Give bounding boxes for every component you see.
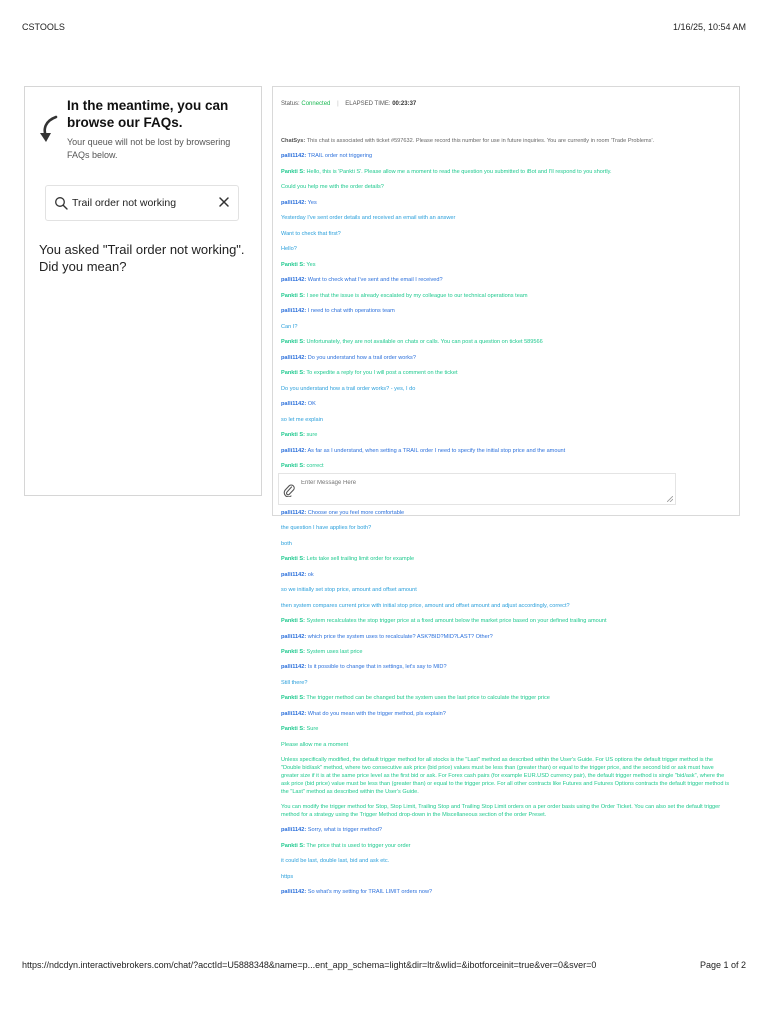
- message-sender: Pankti S:: [281, 648, 305, 655]
- message-text: Unless specifically modified, the default trigger method for all stocks is the "Last" method as described within the User's Guide. For US options the default trigger method is the "Double bid/ask" method, where two consecutive ask price (bid price) values must be less than (greater than) or equal to the trigger price, and the second bid or ask must have greater size if it is at the same price level as the first bid or ask. For Forex cash pairs (for example EUR.USD currency pair), the default trigger method is single "bid/ask", where the ask price (bid price) value must be less than (greater than) or equal to the trigger price. For all other contracts like Futures and Futures Options contracts the default trigger method is the "Last" method as described within the User's Guide.: [281, 757, 730, 795]
- message-text: Yes: [307, 199, 317, 206]
- message-text: which price the system uses to recalculate? ASK?BID?MID?LAST? Other?: [307, 633, 493, 640]
- chat-message: [281, 355, 731, 363]
- message-text: System recalculates the stop trigger price at a fixed amount below the market price based on your defined trailing amount: [306, 618, 607, 625]
- message-text: OK: [307, 401, 316, 408]
- chat-message: [281, 417, 731, 425]
- elapsed-value: 00:23:37: [392, 101, 417, 107]
- message-text: Hello?: [281, 246, 297, 253]
- chat-message: [281, 742, 731, 750]
- message-text: then system compares current price with initial stop price, amount and offset amount and adjust accordingly, correct?: [281, 602, 570, 609]
- chat-message: [281, 587, 731, 595]
- message-text: correct: [306, 463, 324, 470]
- message-text: Could you help me with the order details?: [281, 184, 384, 191]
- compose-box: [278, 473, 676, 505]
- attachment-icon[interactable]: [283, 483, 295, 497]
- chat-message: [281, 138, 731, 146]
- print-header-title: CSTOOLS: [22, 22, 65, 32]
- chat-message: [281, 510, 731, 518]
- message-text: What do you mean with the trigger method, pls explain?: [307, 710, 446, 717]
- chat-message: [281, 153, 731, 161]
- message-sender: Pankti S:: [281, 463, 305, 470]
- message-text: The price that is used to trigger your order: [306, 842, 411, 849]
- message-text: Sorry, what is trigger method?: [307, 827, 382, 834]
- message-sender: palli1142:: [281, 277, 307, 284]
- message-text: I see that the issue is already escalated by my colleague to our technical operations team: [306, 292, 528, 299]
- chat-message: [281, 386, 731, 394]
- message-text: You can modify the trigger method for Stop, Stop Limit, Trailing Stop and Trailing Stop Limit orders on a per order basis using the Order Ticket. You can also set the default trigger method for a strategy using the Trigger Method drop-down in the Miscellaneous section of the order Preset.: [281, 804, 721, 818]
- message-sender: Pankti S:: [281, 726, 305, 733]
- chat-message: [281, 858, 731, 866]
- chat-message: [281, 711, 731, 719]
- chat-message: [281, 200, 731, 208]
- chat-message: [281, 827, 731, 835]
- message-text: To expedite a reply for you I will post a comment on the ticket: [306, 370, 458, 377]
- message-text: Want to check what I've sent and the email I received?: [307, 277, 443, 284]
- chat-message: [281, 184, 731, 192]
- chat-message: [281, 680, 731, 688]
- chat-message: [281, 215, 731, 223]
- message-text: So what's my setting for TRAIL LIMIT orders now?: [307, 889, 433, 896]
- chat-message: [281, 463, 731, 471]
- chat-message: [281, 804, 731, 820]
- message-sender: palli1142:: [281, 633, 307, 640]
- chat-message: [281, 169, 731, 177]
- chat-message: [281, 603, 731, 611]
- chat-message: [281, 246, 731, 254]
- message-sender: palli1142:: [281, 509, 307, 516]
- message-sender: Pankti S:: [281, 292, 305, 299]
- message-sender: palli1142:: [281, 827, 307, 834]
- chat-message: [281, 649, 731, 657]
- chat-message: [281, 556, 731, 564]
- chat-message: [281, 874, 731, 882]
- chat-message: [281, 843, 731, 851]
- message-sender: Pankti S:: [281, 168, 305, 175]
- chat-message: [281, 572, 731, 580]
- message-text: Lets take sell trailing limit order for example: [306, 556, 415, 563]
- message-text: The trigger method can be changed but the system uses the last price to calculate the trigger price: [306, 695, 550, 702]
- curved-arrow-icon: [37, 115, 59, 145]
- message-text: Yesterday I've sent order details and received an email with an answer: [281, 215, 456, 222]
- print-footer-page: Page 1 of 2: [699, 960, 746, 970]
- message-text: both: [281, 540, 292, 547]
- message-sender: Pankti S:: [281, 618, 305, 625]
- message-sender: palli1142:: [281, 401, 307, 408]
- chat-message: [281, 634, 731, 642]
- message-sender: palli1142:: [281, 664, 307, 671]
- chat-message: [281, 525, 731, 533]
- message-text: As far as I understand, when setting a TRAIL order I need to specify the initial stop price and the amount: [307, 447, 566, 454]
- message-sender: palli1142:: [281, 199, 307, 206]
- status-divider: |: [337, 101, 339, 107]
- message-text: Please allow me a moment: [281, 741, 349, 748]
- message-sender: Pankti S:: [281, 370, 305, 377]
- chat-message: [281, 324, 731, 332]
- faq-search-input[interactable]: [72, 194, 212, 212]
- chat-message: [281, 277, 731, 285]
- status-label: Status:: [281, 101, 300, 107]
- resize-handle-icon[interactable]: [667, 496, 673, 502]
- message-text: Do you understand how a trail order works? - yes, I do: [281, 385, 416, 392]
- chat-message: [281, 262, 731, 270]
- faq-subtitle: Your queue will not be lost by browsering FAQs below.: [67, 137, 231, 160]
- message-text: Do you understand how a trail order works?: [307, 354, 416, 361]
- faq-panel: [24, 86, 262, 496]
- message-text: Can I?: [281, 323, 298, 330]
- message-text: I need to chat with operations team: [307, 308, 395, 315]
- chat-message: [281, 231, 731, 239]
- chat-message: [281, 339, 731, 347]
- chat-message: [281, 541, 731, 549]
- chat-message: [281, 889, 731, 897]
- close-icon[interactable]: [218, 196, 230, 208]
- faq-title: In the meantime, you can browse our FAQs.: [67, 98, 229, 130]
- message-text: Yes: [306, 261, 316, 268]
- chat-message: [281, 664, 731, 672]
- message-text: This chat is associated with ticket #597632. Please record this number for use in future inquiries. You are currently in room 'Trade Problems'.: [306, 138, 655, 144]
- message-text: TRAIL order not triggering: [307, 153, 373, 160]
- chat-message: [281, 308, 731, 316]
- chat-message: [281, 618, 731, 626]
- faq-question: You asked "Trail order not working". Did you mean?: [39, 242, 245, 274]
- message-text: Sure: [306, 726, 319, 733]
- message-text: it could be last, double last, bid and ask etc.: [281, 858, 390, 865]
- status-value: Connected: [301, 101, 331, 107]
- chat-message: [281, 757, 731, 796]
- faq-search-box: [45, 185, 239, 221]
- message-text: Hello, this is 'Pankti S'. Please allow me a moment to read the question you submitted to iBot and I'll respond to you shortly.: [306, 168, 612, 175]
- message-text: https: [281, 873, 294, 880]
- message-sender: Pankti S:: [281, 556, 305, 563]
- message-sender: Pankti S:: [281, 695, 305, 702]
- search-icon: [54, 196, 68, 210]
- chat-message: [281, 293, 731, 301]
- print-footer-url: https://ndcdyn.interactivebrokers.com/chat/?acctId=U5888348&name=p...ent_app_schema=light&dir=ltr&wlid=&ibotforceinit=true&ver=0&sver=0: [22, 960, 597, 970]
- chat-message: [281, 401, 731, 409]
- message-text: Choose one you feel more comfortable: [307, 509, 405, 516]
- status-bar: [281, 101, 416, 107]
- message-text: Is it possible to change that in settings, let's say to MID?: [307, 664, 447, 671]
- message-text: ok: [307, 571, 314, 578]
- message-text: sure: [306, 432, 318, 439]
- message-sender: palli1142:: [281, 447, 307, 454]
- message-sender: palli1142:: [281, 889, 307, 896]
- message-sender: Pankti S:: [281, 339, 305, 346]
- elapsed-label: ELAPSED TIME:: [345, 101, 391, 107]
- message-sender: palli1142:: [281, 571, 307, 578]
- message-sender: palli1142:: [281, 308, 307, 315]
- chat-log: [281, 138, 731, 905]
- print-header-date: 1/16/25, 10:54 AM: [672, 22, 746, 32]
- chat-message: [281, 448, 731, 456]
- message-sender: palli1142:: [281, 354, 307, 361]
- message-sender: palli1142:: [281, 153, 307, 160]
- message-input[interactable]: [301, 480, 671, 500]
- message-sender: Pankti S:: [281, 842, 305, 849]
- print-footer: [22, 960, 746, 974]
- message-sender: palli1142:: [281, 710, 307, 717]
- message-text: Want to check that first?: [281, 230, 341, 237]
- chat-message: [281, 726, 731, 734]
- message-text: so let me explain: [281, 416, 323, 423]
- message-sender: Pankti S:: [281, 261, 305, 268]
- message-text: the question I have applies for both?: [281, 525, 372, 532]
- message-text: System uses last price: [306, 648, 363, 655]
- print-header: [22, 22, 746, 36]
- message-sender: ChatSys:: [281, 138, 306, 144]
- chat-message: [281, 370, 731, 378]
- message-sender: Pankti S:: [281, 432, 305, 439]
- chat-message: [281, 432, 731, 440]
- message-text: so we initially set stop price, amount and offset amount: [281, 587, 417, 594]
- message-text: Unfortunately, they are not available on chats or calls. You can post a question on ticket 589566: [306, 339, 543, 346]
- message-text: Still there?: [281, 679, 308, 686]
- chat-message: [281, 695, 731, 703]
